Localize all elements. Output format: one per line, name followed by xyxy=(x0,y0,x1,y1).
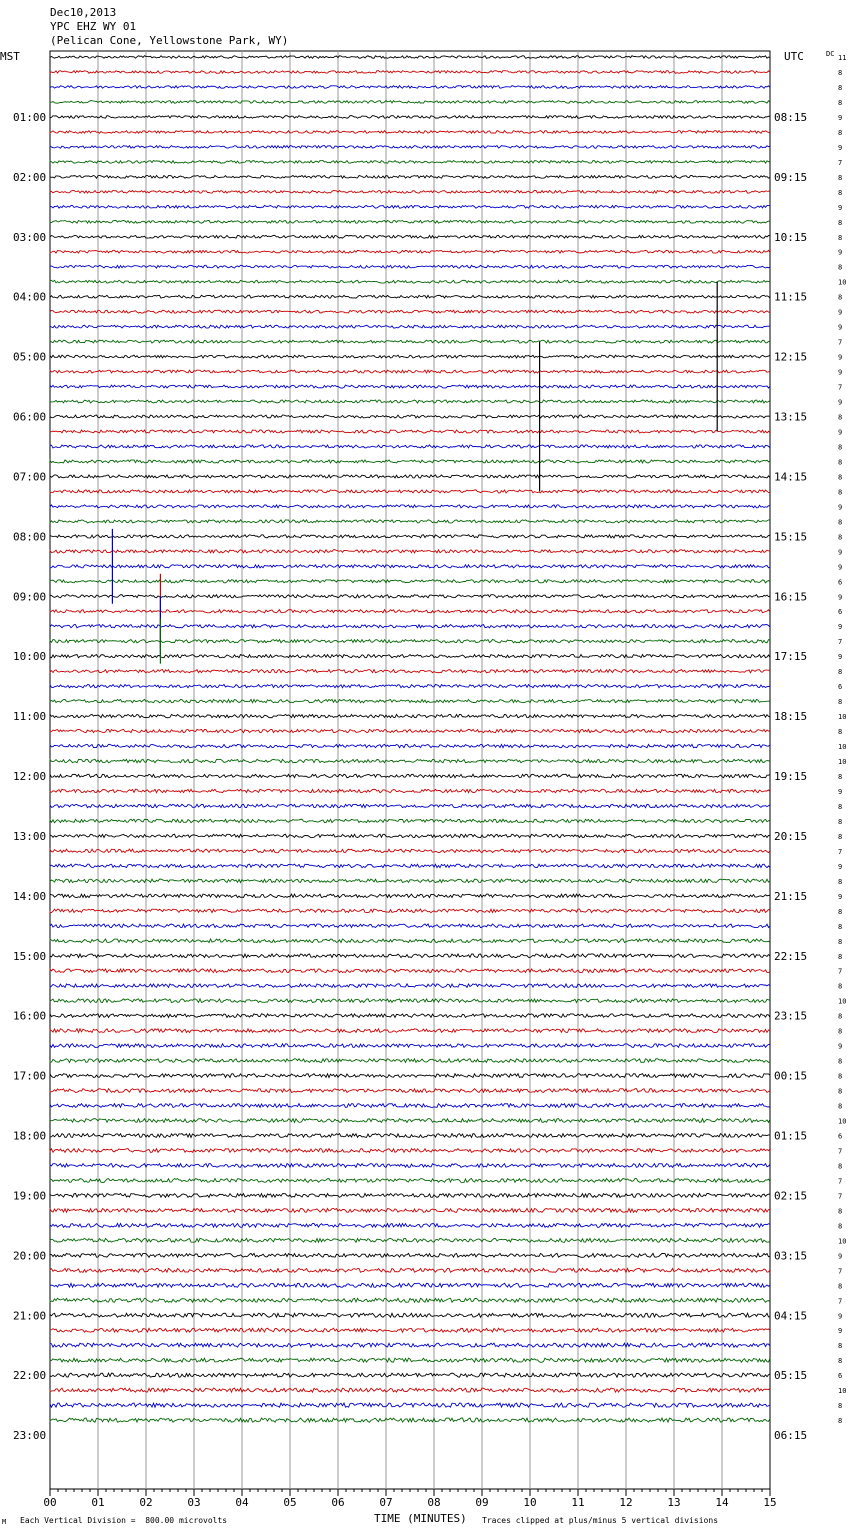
hour-label-right: 20:15 xyxy=(774,829,808,843)
dc-offset-label: 8 xyxy=(838,293,843,302)
seismic-trace xyxy=(50,535,770,538)
hour-label-right: 00:15 xyxy=(774,1069,808,1083)
dc-offset-label: 9 xyxy=(838,323,843,332)
hour-label-right: 03:15 xyxy=(774,1249,808,1263)
x-tick-label: 11 xyxy=(571,1496,585,1509)
dc-offset-label: 8 xyxy=(838,518,843,527)
hour-label-right: 21:15 xyxy=(774,889,808,903)
dc-offset-label: 9 xyxy=(838,428,843,437)
seismic-trace xyxy=(50,1223,770,1227)
hour-label-left: 08:00 xyxy=(13,530,47,544)
seismic-trace xyxy=(50,894,770,898)
seismic-trace xyxy=(50,699,770,702)
seismic-trace xyxy=(50,834,770,837)
dc-offset-label: 9 xyxy=(838,892,843,901)
seismic-trace xyxy=(50,146,770,149)
seismic-trace xyxy=(50,445,770,448)
seismic-trace xyxy=(50,595,770,598)
dc-offset-label: 8 xyxy=(838,802,843,811)
x-tick-label: 09 xyxy=(475,1496,489,1509)
dc-offset-label: 9 xyxy=(838,862,843,871)
seismic-trace xyxy=(50,505,770,508)
hour-label-right: 16:15 xyxy=(774,590,808,604)
seismic-trace xyxy=(50,729,770,732)
hour-label-left: 05:00 xyxy=(13,350,47,364)
seismic-trace xyxy=(50,460,770,463)
dc-offset-label: 8 xyxy=(838,1282,843,1291)
dc-offset-label: 9 xyxy=(838,563,843,572)
seismic-trace xyxy=(50,340,770,343)
dc-offset-label: 8 xyxy=(838,413,843,422)
dc-offset-label: 9 xyxy=(838,1252,843,1261)
dc-offset-label: 9 xyxy=(838,368,843,377)
seismic-trace xyxy=(50,1238,770,1242)
dc-offset-label: 8 xyxy=(838,458,843,467)
seismic-trace xyxy=(50,1089,770,1093)
right-timezone-label: UTC xyxy=(784,50,804,63)
dc-offset-label: 9 xyxy=(838,113,843,122)
seismic-trace xyxy=(50,924,770,928)
hour-label-left: 17:00 xyxy=(13,1069,47,1083)
seismic-trace xyxy=(50,670,770,673)
dc-offset-label: 10 xyxy=(838,743,847,752)
left-timezone-label: MST xyxy=(0,50,20,63)
x-tick-label: 08 xyxy=(427,1496,441,1509)
seismic-trace xyxy=(50,295,770,298)
hour-label-left: 10:00 xyxy=(13,650,47,664)
hour-label-left: 22:00 xyxy=(13,1369,47,1383)
seismic-trace xyxy=(50,1358,770,1362)
seismic-trace xyxy=(50,415,770,418)
seismic-trace xyxy=(50,849,770,853)
hour-label-left: 01:00 xyxy=(13,110,47,124)
seismic-trace xyxy=(50,640,770,643)
dc-offset-label: 8 xyxy=(838,233,843,242)
hour-label-right: 08:15 xyxy=(774,110,808,124)
hour-label-right: 23:15 xyxy=(774,1009,808,1023)
plot-date: Dec10,2013 xyxy=(50,6,117,19)
dc-offset-label: 9 xyxy=(838,653,843,662)
hour-label-left: 03:00 xyxy=(13,230,47,244)
hour-label-left: 04:00 xyxy=(13,290,47,304)
seismic-trace xyxy=(50,1343,770,1347)
dc-offset-label: 10 xyxy=(838,1237,847,1246)
dc-offset-label: 8 xyxy=(838,1072,843,1081)
hour-label-left: 09:00 xyxy=(13,590,47,604)
dc-offset-label: 8 xyxy=(838,1087,843,1096)
seismic-trace xyxy=(50,1164,770,1168)
seismic-trace xyxy=(50,655,770,658)
station-location: (Pelican Cone, Yellowstone Park, WY) xyxy=(50,34,289,47)
x-tick-label: 01 xyxy=(91,1496,105,1509)
dc-offset-label: 8 xyxy=(838,128,843,137)
seismic-trace xyxy=(50,280,770,283)
station-code: YPC EHZ WY 01 xyxy=(50,20,137,33)
x-tick-label: 05 xyxy=(283,1496,297,1509)
hour-label-left: 11:00 xyxy=(13,710,47,724)
seismic-trace xyxy=(50,1283,770,1287)
x-tick-label: 13 xyxy=(667,1496,681,1509)
hour-label-left: 06:00 xyxy=(13,410,47,424)
dc-offset-label: 8 xyxy=(838,1057,843,1066)
dc-offset-label: 8 xyxy=(838,443,843,452)
seismic-trace xyxy=(50,1388,770,1392)
seismic-trace xyxy=(50,744,770,747)
hour-label-left: 19:00 xyxy=(13,1189,47,1203)
seismic-trace xyxy=(50,1014,770,1018)
seismic-trace xyxy=(50,1119,770,1123)
hour-label-right: 05:15 xyxy=(774,1369,808,1383)
hour-label-right: 22:15 xyxy=(774,949,808,963)
dc-offset-label: 8 xyxy=(838,68,843,77)
seismic-trace xyxy=(50,984,770,988)
dc-offset-label: 8 xyxy=(838,1402,843,1411)
seismic-trace xyxy=(50,101,770,104)
seismic-trace xyxy=(50,1029,770,1033)
seismic-trace xyxy=(50,804,770,807)
dc-offset-label: 11 xyxy=(838,54,847,62)
dc-offset-label: 10 xyxy=(838,1387,847,1396)
hour-label-right: 06:15 xyxy=(774,1429,808,1443)
dc-offset-label: 6 xyxy=(838,578,843,587)
vertical-division-note: Each Vertical Division = 800.00 microvolts xyxy=(20,1516,228,1525)
dc-offset-label: 8 xyxy=(838,922,843,931)
hour-label-left: 20:00 xyxy=(13,1249,47,1263)
hour-label-right: 11:15 xyxy=(774,290,808,304)
seismic-trace xyxy=(50,56,770,59)
dc-offset-label: 8 xyxy=(838,98,843,107)
seismic-trace xyxy=(50,879,770,883)
seismic-trace xyxy=(50,1074,770,1078)
dc-offset-label: 7 xyxy=(838,638,843,647)
seismic-trace xyxy=(50,1403,770,1407)
dc-offset-label: 9 xyxy=(838,1312,843,1321)
dc-offset-label: 8 xyxy=(838,263,843,272)
seismic-trace xyxy=(50,1179,770,1183)
seismic-trace xyxy=(50,1149,770,1153)
x-tick-label: 03 xyxy=(187,1496,201,1509)
hour-label-left: 18:00 xyxy=(13,1129,47,1143)
seismic-trace xyxy=(50,1104,770,1108)
dc-offset-label: 7 xyxy=(838,967,843,976)
seismic-trace xyxy=(50,1208,770,1212)
hour-label-right: 12:15 xyxy=(774,350,808,364)
x-tick-label: 00 xyxy=(43,1496,57,1509)
dc-offset-label: 10 xyxy=(838,758,847,767)
x-tick-label: 06 xyxy=(331,1496,345,1509)
dc-offset-label: 8 xyxy=(838,188,843,197)
dc-offset-label: 9 xyxy=(838,1327,843,1336)
hour-label-left: 07:00 xyxy=(13,470,47,484)
dc-offset-label: 8 xyxy=(838,1222,843,1231)
seismic-trace xyxy=(50,190,770,193)
dc-offset-label: 8 xyxy=(838,533,843,542)
seismic-trace xyxy=(50,355,770,358)
dc-offset-label: 9 xyxy=(838,787,843,796)
seismic-trace xyxy=(50,325,770,328)
plot-frame xyxy=(50,51,770,1489)
dc-offset-label: 8 xyxy=(838,473,843,482)
seismic-trace xyxy=(50,1373,770,1377)
seismic-trace xyxy=(50,565,770,568)
hour-label-right: 19:15 xyxy=(774,770,808,783)
seismic-trace xyxy=(50,250,770,253)
seismic-trace xyxy=(50,1134,770,1138)
seismic-trace xyxy=(50,116,770,119)
dc-offset-label: 9 xyxy=(838,503,843,512)
seismic-trace xyxy=(50,819,770,822)
dc-offset-label: 8 xyxy=(838,877,843,886)
seismic-trace xyxy=(50,71,770,74)
seismic-trace xyxy=(50,999,770,1003)
seismic-trace xyxy=(50,175,770,178)
seismic-trace xyxy=(50,235,770,238)
hour-label-left: 23:00 xyxy=(13,1429,47,1443)
seismic-trace xyxy=(50,520,770,523)
dc-offset-label: 6 xyxy=(838,683,843,692)
dc-offset-label: 8 xyxy=(838,488,843,497)
x-tick-label: 10 xyxy=(523,1496,537,1509)
x-axis-label: TIME (MINUTES) xyxy=(374,1512,467,1525)
dc-offset-label: 8 xyxy=(838,1207,843,1216)
dc-offset-label: 7 xyxy=(838,1267,843,1276)
seismic-trace xyxy=(50,550,770,553)
dc-offset-label: 9 xyxy=(838,203,843,212)
seismic-trace xyxy=(50,265,770,268)
seismic-trace xyxy=(50,220,770,223)
dc-offset-label: 8 xyxy=(838,982,843,991)
hour-label-left: 13:00 xyxy=(13,829,47,843)
seismic-trace xyxy=(50,864,770,868)
seismic-trace xyxy=(50,385,770,388)
dc-offset-label: 8 xyxy=(838,1012,843,1021)
dc-offset-label: 7 xyxy=(838,1192,843,1201)
x-tick-label: 15 xyxy=(763,1496,777,1509)
dc-offset-label: 8 xyxy=(838,773,843,781)
dc-offset-label: 8 xyxy=(838,907,843,916)
seismic-trace xyxy=(50,969,770,973)
dc-offset-label: 9 xyxy=(838,593,843,602)
dc-offset-label: 7 xyxy=(838,1297,843,1306)
dc-offset-label: 8 xyxy=(838,1162,843,1171)
hour-label-right: 10:15 xyxy=(774,230,808,244)
seismic-trace xyxy=(50,490,770,493)
hour-label-right: 02:15 xyxy=(774,1189,808,1203)
seismic-trace xyxy=(50,370,770,373)
dc-offset-label: 7 xyxy=(838,338,843,347)
dc-offset-label: 7 xyxy=(838,158,843,167)
dc-offset-label: 8 xyxy=(838,1357,843,1366)
dc-offset-label: 10 xyxy=(838,278,847,287)
seismic-trace xyxy=(50,789,770,792)
dc-offset-label: 8 xyxy=(838,173,843,182)
hour-label-right: 13:15 xyxy=(774,410,808,424)
dc-offset-label: 10 xyxy=(838,1117,847,1126)
seismic-trace xyxy=(50,131,770,134)
seismic-trace xyxy=(50,161,770,164)
dc-offset-label: 8 xyxy=(838,1027,843,1036)
hour-label-right: 01:15 xyxy=(774,1129,808,1143)
seismic-trace xyxy=(50,400,770,403)
seismic-trace xyxy=(50,580,770,583)
hour-label-left: 15:00 xyxy=(13,949,47,963)
hour-label-left: 12:00 xyxy=(13,770,47,783)
hour-label-right: 09:15 xyxy=(774,170,808,184)
hour-label-right: 15:15 xyxy=(774,530,808,544)
hour-label-left: 21:00 xyxy=(13,1309,47,1323)
seismic-trace xyxy=(50,86,770,89)
hour-label-right: 17:15 xyxy=(774,650,808,664)
dc-offset-label: 9 xyxy=(838,623,843,632)
seismic-trace xyxy=(50,205,770,208)
hour-label-left: 16:00 xyxy=(13,1009,47,1023)
dc-offset-label: 7 xyxy=(838,847,843,856)
dc-offset-label: 8 xyxy=(838,1342,843,1351)
dc-offset-label: 8 xyxy=(838,728,843,737)
seismic-trace xyxy=(50,310,770,313)
x-tick-label: 04 xyxy=(235,1496,249,1509)
dc-offset-label: 10 xyxy=(838,713,847,722)
seismic-trace xyxy=(50,1253,770,1257)
seismic-trace xyxy=(50,954,770,958)
seismic-trace xyxy=(50,684,770,687)
dc-offset-label: 9 xyxy=(838,143,843,152)
dc-offset-label: 9 xyxy=(838,398,843,407)
seismic-trace xyxy=(50,909,770,913)
seismic-trace xyxy=(50,430,770,433)
seismic-trace xyxy=(50,759,770,762)
seismic-trace xyxy=(50,625,770,628)
seismic-trace xyxy=(50,1418,770,1422)
dc-label: DC xyxy=(826,50,835,58)
hour-label-left: 02:00 xyxy=(13,170,47,184)
dc-offset-label: 8 xyxy=(838,1417,843,1426)
dc-offset-label: 8 xyxy=(838,1102,843,1111)
seismic-trace xyxy=(50,1044,770,1048)
dc-offset-label: 9 xyxy=(838,353,843,362)
dc-offset-label: 8 xyxy=(838,832,843,841)
dc-offset-label: 8 xyxy=(838,817,843,826)
seismic-trace xyxy=(50,1328,770,1332)
x-tick-label: 02 xyxy=(139,1496,153,1509)
x-tick-label: 14 xyxy=(715,1496,729,1509)
dc-offset-label: 7 xyxy=(838,383,843,392)
seismic-trace xyxy=(50,1268,770,1272)
dc-offset-label: 9 xyxy=(838,1042,843,1051)
hour-label-right: 18:15 xyxy=(774,710,808,724)
seismic-trace xyxy=(50,714,770,717)
dc-offset-label: 9 xyxy=(838,308,843,317)
seismic-trace xyxy=(50,774,770,777)
seismic-trace xyxy=(50,610,770,613)
hour-label-right: 14:15 xyxy=(774,470,808,484)
dc-offset-label: 6 xyxy=(838,608,843,617)
clipping-note: Traces clipped at plus/minus 5 vertical divisions xyxy=(482,1516,719,1525)
seismic-trace xyxy=(50,475,770,478)
dc-offset-label: 8 xyxy=(838,698,843,707)
dc-offset-label: 9 xyxy=(838,548,843,557)
dc-offset-label: 6 xyxy=(838,1132,843,1141)
dc-offset-label: 8 xyxy=(838,937,843,946)
x-tick-label: 07 xyxy=(379,1496,393,1509)
x-tick-label: 12 xyxy=(619,1496,633,1509)
seismic-trace xyxy=(50,1313,770,1317)
seismic-trace xyxy=(50,1059,770,1063)
dc-offset-label: 10 xyxy=(838,997,847,1006)
dc-offset-label: 7 xyxy=(838,1177,843,1186)
dc-offset-label: 7 xyxy=(838,1147,843,1156)
seismic-trace xyxy=(50,939,770,943)
seismic-trace xyxy=(50,1193,770,1197)
dc-offset-label: 9 xyxy=(838,248,843,257)
hour-label-right: 04:15 xyxy=(774,1309,808,1323)
dc-offset-label: 8 xyxy=(838,83,843,92)
corner-mark: M xyxy=(2,1518,7,1526)
hour-label-left: 14:00 xyxy=(13,889,47,903)
dc-offset-label: 8 xyxy=(838,218,843,227)
seismic-trace xyxy=(50,1298,770,1302)
dc-offset-label: 8 xyxy=(838,952,843,961)
dc-offset-label: 6 xyxy=(838,1372,843,1381)
dc-offset-label: 8 xyxy=(838,668,843,677)
